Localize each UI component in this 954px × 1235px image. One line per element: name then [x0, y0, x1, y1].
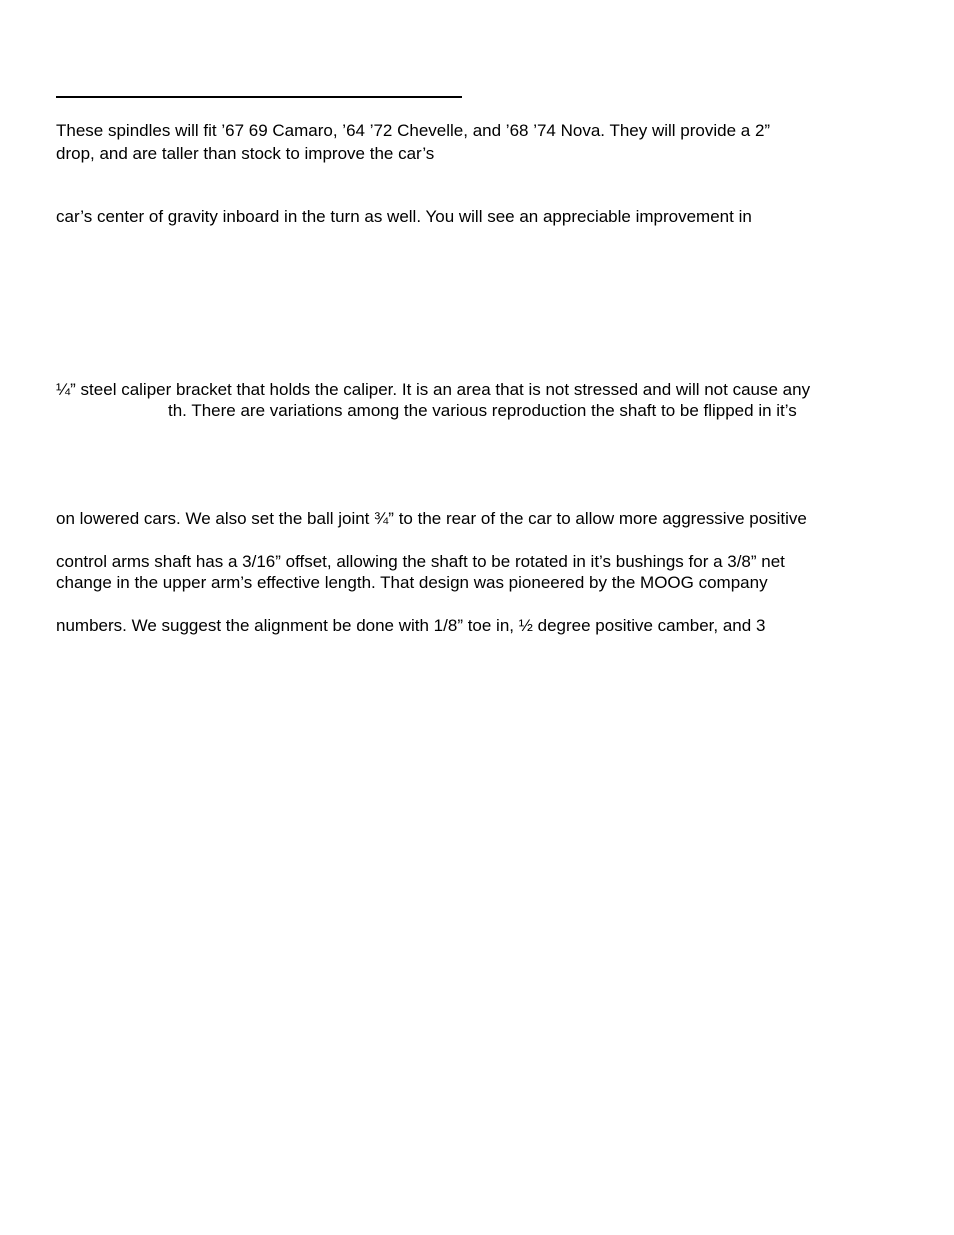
header-rule: [56, 96, 462, 98]
text-line-9: numbers. We suggest the alignment be done with 1/8” toe in, ½ degree positive camber, and 3: [56, 616, 766, 635]
text-line-7: control arms shaft has a 3/16” offset, allowing the shaft to be rotated in it’s bushings for a 3/8” net: [56, 552, 785, 571]
text-line-8: change in the upper arm’s effective length. That design was pioneered by the MOOG company: [56, 573, 768, 592]
text-line-1: These spindles will fit ’67 69 Camaro, ’64 ’72 Chevelle, and ’68 ’74 Nova. They will provide a 2”: [56, 121, 771, 140]
text-line-6: on lowered cars. We also set the ball joint ¾” to the rear of the car to allow more aggressive positive: [56, 509, 807, 528]
text-line-5: th. There are variations among the various reproduction the shaft to be flipped in it’s: [168, 401, 797, 420]
text-line-2: drop, and are taller than stock to improve the car’s: [56, 144, 435, 163]
text-line-4: ¼” steel caliper bracket that holds the caliper. It is an area that is not stressed and will not cause any: [56, 380, 811, 399]
text-line-3: car’s center of gravity inboard in the turn as well. You will see an appreciable improvement in: [56, 207, 752, 226]
